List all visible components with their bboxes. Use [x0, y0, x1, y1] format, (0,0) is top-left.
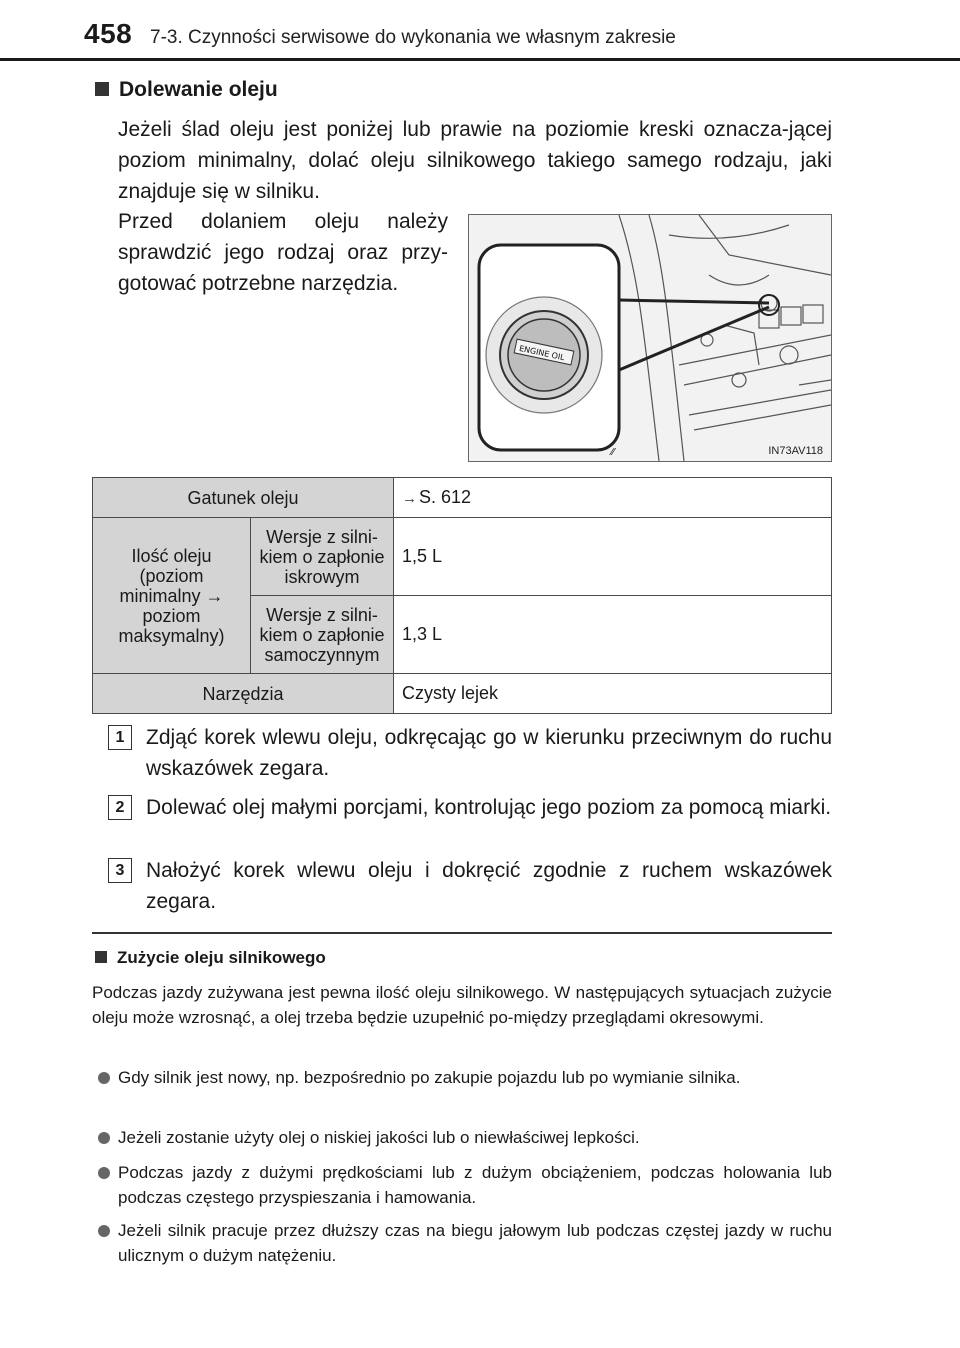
diesel-version-label: Wersje z silni-kiem o zapłonie samoczynnym [251, 596, 394, 674]
bullet-dot-icon [98, 1132, 110, 1144]
tools-label: Narzędzia [93, 674, 394, 714]
bullet-dot-icon [98, 1072, 110, 1084]
bullet-item-2: Jeżeli zostanie użyty olej o niskiej jakości lub o niewłaściwej lepkości. [118, 1128, 640, 1147]
petrol-version-label: Wersje z silni-kiem o zapłonie iskrowym [251, 518, 394, 596]
bullet-item-4: Jeżeli silnik pracuje przez dłuższy czas na biegu jałowym lub podczas częstej jazdy w ruchu ulicznym o dużym natężeniu. [118, 1221, 832, 1265]
cap-label: ENGINE OIL [518, 343, 566, 363]
bullet-item-1: Gdy silnik jest nowy, np. bezpośrednio po zakupie pojazdu lub po wymianie silnika. [118, 1068, 741, 1087]
petrol-quantity-value: 1,5 L [394, 518, 832, 596]
step-number-3: 3 [108, 858, 132, 883]
step-2-text: Dolewać olej małymi porcjami, kontrolując jego poziom za pomocą miarki. [146, 796, 832, 819]
illustration-code: IN73AV118 [768, 445, 823, 457]
bullet-dot-icon [98, 1167, 110, 1179]
oil-grade-label: Gatunek oleju [93, 478, 394, 518]
tools-value: Czysty lejek [394, 674, 832, 714]
oil-grade-ref: S. 612 [419, 487, 472, 507]
step-number-1: 1 [108, 725, 132, 750]
intro-paragraph: Jeżeli ślad oleju jest poniżej lub prawie na poziomie kreski oznacza-jącej poziom minimalny, dolać oleju silnikowego takiego samego rodzaju, jaki znajduje się w silniku. [118, 118, 832, 203]
section-heading-text: Zużycie oleju silnikowego [117, 948, 326, 967]
consumption-paragraph: Podczas jazdy zużywana jest pewna ilość oleju silnikowego. W następujących sytuacjach zużycie oleju może wzrosnąć, a olej trzeba będzie uzupełnić po-między przeglądami okresowymi. [92, 983, 832, 1027]
arrow-right-icon: → [402, 490, 417, 507]
engine-oil-cap-illustration [468, 214, 832, 462]
header-rule [0, 58, 960, 61]
chapter-title: 7-3. Czynności serwisowe do wykonania we własnym zakresie [150, 27, 676, 48]
diesel-quantity-value: 1,3 L [394, 596, 832, 674]
section-heading-text: Dolewanie oleju [119, 78, 278, 101]
oil-spec-table [92, 477, 832, 714]
bullet-dot-icon [98, 1225, 110, 1237]
section-heading-oil-consumption [95, 948, 326, 968]
oil-quantity-label: Ilość oleju (poziom minimalny → poziom maksymalny) [93, 518, 251, 674]
table-row [93, 478, 832, 518]
step-3-text: Nałożyć korek wlewu oleju i dokręcić zgodnie z ruchem wskazówek zegara. [146, 859, 832, 913]
section-heading-oil-refill [95, 78, 278, 102]
square-bullet-icon [95, 82, 109, 96]
square-bullet-icon [95, 951, 107, 963]
page-number: 458 [84, 18, 133, 49]
svg-text:⁄⁄: ⁄⁄ [611, 447, 615, 458]
step-1-text: Zdjąć korek wlewu oleju, odkręcając go w kierunku przeciwnym do ruchu wskazówek zegara. [146, 726, 832, 780]
step-number-2: 2 [108, 795, 132, 820]
bullet-item-3: Podczas jazdy z dużymi prędkościami lub z dużym obciążeniem, podczas holowania lub podczas częstego przyspieszania i hamowania. [118, 1163, 832, 1207]
section-divider [92, 932, 832, 934]
table-row [93, 674, 832, 714]
oil-grade-value [394, 478, 832, 518]
engine-bay-drawing [469, 215, 831, 461]
preparation-paragraph: Przed dolaniem oleju należy sprawdzić jego rodzaj oraz przy-gotować potrzebne narzędzia. [118, 210, 448, 295]
table-row [93, 518, 832, 596]
